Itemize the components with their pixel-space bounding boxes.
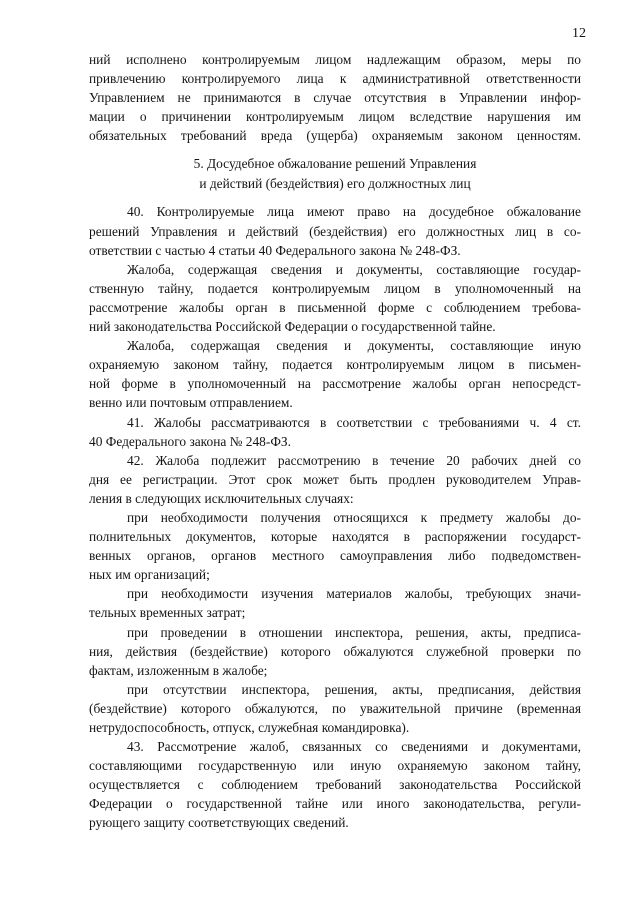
heading-line: 5. Досудебное обжалование решений Управления	[193, 156, 477, 172]
text-line: ных им организаций;	[89, 567, 210, 583]
text-line: ний законодательства Российской Федерации о государственной тайне.	[89, 319, 496, 335]
text-line: полнительных документов, которые находятся в распоряжении государст-	[89, 529, 581, 545]
page-number: 12	[572, 26, 586, 41]
section-heading	[89, 154, 581, 194]
intro-paragraph	[89, 50, 581, 145]
text-line: обязательных требований вреда (ущерба) охраняемым законом ценностям.	[89, 128, 581, 144]
paragraph	[89, 451, 581, 508]
text-line: 42. Жалоба подлежит рассмотрению в течение 20 рабочих дней со	[127, 452, 581, 468]
text-line: рующего защиту соответствующих сведений.	[89, 815, 349, 831]
paragraph	[89, 680, 581, 737]
text-line: ответствии с частью 4 статьи 40 Федерального закона № 248-ФЗ.	[89, 242, 461, 258]
text-line: составляющими государственную или иную охраняемую законом тайну,	[89, 758, 581, 774]
text-line: осуществляется с соблюдением требований законодательства Российской	[89, 777, 581, 793]
text-line: при необходимости изучения материалов жалобы, требующих значи-	[127, 586, 581, 602]
body-text	[89, 50, 581, 833]
text-line: 43. Рассмотрение жалоб, связанных со сведениями и документами,	[127, 739, 581, 755]
text-line: ной форме в уполномоченный на рассмотрение жалобы орган непосредст-	[89, 376, 581, 392]
text-line: при отсутствии инспектора, решения, акты, предписания, действия	[127, 681, 581, 697]
text-line: рассмотрение жалобы орган в письменной форме с соблюдением требова-	[89, 299, 581, 315]
paragraph	[89, 584, 581, 622]
text-line: решений Управления и действий (бездействия) его должностных лиц в со-	[89, 223, 581, 239]
text-line: Федерации о государственной тайне или иного законодательства, регули-	[89, 796, 581, 812]
text-line: (бездействие) которого обжалуются, по уважительной причине (временная	[89, 700, 581, 716]
paragraph	[89, 413, 581, 451]
text-line: охраняемую законом тайну, подается контролируемым лицом в письмен-	[89, 357, 581, 373]
paragraph	[89, 336, 581, 412]
text-line: при проведении в отношении инспектора, решения, акты, предписа-	[127, 624, 581, 640]
text-line: ний исполнено контролируемым лицом надлежащим образом, меры по	[89, 52, 581, 67]
text-line: венных органов, органов местного самоуправления либо подведомствен-	[89, 548, 581, 564]
text-line: привлечению контролируемого лица к административной ответственности	[89, 71, 581, 87]
text-line: Жалоба, содержащая сведения и документы, составляющие иную	[127, 338, 581, 354]
text-line: тельных временных затрат;	[89, 605, 246, 621]
text-line: ления в следующих исключительных случаях:	[89, 490, 354, 506]
heading-line: и действий (бездействия) его должностных лиц	[199, 176, 471, 192]
text-line: фактам, изложенным в жалобе;	[89, 662, 268, 678]
paragraph	[89, 737, 581, 832]
paragraph	[89, 202, 581, 259]
paragraphs-container	[89, 202, 581, 832]
text-line: нетрудоспособность, отпуск, служебная командировка).	[89, 720, 410, 735]
text-line: Управлением не принимаются в случае отсутствия в Управлении инфор-	[89, 90, 581, 106]
text-line: дня ее регистрации. Этот срок может быть продлен руководителем Управ-	[89, 471, 581, 487]
text-line: при необходимости получения относящихся к предмету жалобы до-	[127, 509, 581, 525]
text-line: 40 Федерального закона № 248-ФЗ.	[89, 433, 291, 449]
text-line: мации о причинении контролируемым лицом вследствие нарушения им	[89, 109, 581, 125]
paragraph	[89, 508, 581, 584]
text-line: ния, действия (бездействие) которого обжалуются служебной проверки по	[89, 643, 581, 659]
text-line: 40. Контролируемые лица имеют право на досудебное обжалование	[127, 204, 581, 220]
text-line: Жалоба, содержащая сведения и документы, составляющие государ-	[127, 261, 581, 277]
text-line: 41. Жалобы рассматриваются в соответствии с требованиями ч. 4 ст.	[127, 414, 581, 430]
text-line: венно или почтовым отправлением.	[89, 395, 293, 411]
text-line: ственную тайну, подается контролируемым лицом в уполномоченный на	[89, 280, 581, 296]
paragraph	[89, 260, 581, 336]
paragraph	[89, 623, 581, 680]
